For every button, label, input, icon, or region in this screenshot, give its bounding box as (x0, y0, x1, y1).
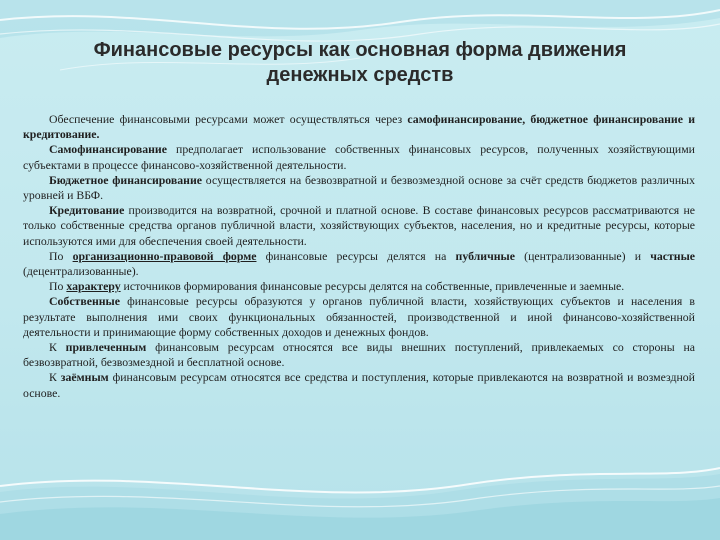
bold-term: привлеченным (65, 340, 147, 355)
underlined-term (73, 249, 257, 263)
paragraph (23, 370, 695, 400)
bold-term: Бюджетное финансирование (49, 172, 203, 187)
text-run: финансовым ресурсам относятся все средства и поступления, которые привлекаются на возвратной и возмездной основе. (23, 370, 695, 400)
text-run: осуществляется на безвозвратной и безвозмездной основе за счёт средств бюджетов различных уровней и ВБФ. (23, 172, 696, 203)
text-run: (централизованные) и (515, 248, 651, 263)
paragraph (23, 340, 695, 370)
text-run: финансовым ресурсам относятся все виды внешних поступлений, привлекаемых со стороны на безвозвратной, безвозмездной и бесплатной основе. (23, 340, 695, 370)
underlined-term (66, 279, 120, 293)
title-line-2: денежных средств (266, 64, 454, 86)
paragraph (23, 294, 695, 340)
text-run: К (49, 370, 61, 385)
paragraph (23, 279, 695, 294)
text-run: К (49, 340, 66, 355)
text-run: производится на возвратной, срочной и платной основе. В составе финансовых ресурсов рассматриваются не только собственные средства органов публичной власти, хозяйствующих субъектов, населения, но и кредитные ресурсы, которые используются ими для обеспечения своей деятельности. (23, 203, 695, 248)
text-run: финансовые ресурсы делятся на (256, 248, 456, 263)
text-run: (децентрализованные). (23, 264, 139, 279)
title-line-1: Финансовые ресурсы как основная форма движения (93, 39, 627, 61)
paragraph (23, 203, 695, 249)
paragraph (23, 249, 695, 279)
text-run: источников формирования финансовые ресурсы делятся на собственные, привлеченные и заемные. (120, 279, 625, 294)
bold-term: Собственные (49, 294, 120, 309)
paragraph (23, 173, 695, 203)
bold-term: Самофинансирование (49, 142, 167, 157)
text-run: финансовые ресурсы образуются у органов публичной власти, хозяйствующих субъектов и населения в результате выполнения ими своих функциональных обязанностей, производственной и иной финансово-хозяйственной деятельности и принимающие форму собственных доходов и денежных фондов. (23, 294, 695, 339)
bold-term: Кредитование (49, 203, 125, 218)
bold-term: публичные (455, 248, 515, 263)
page-title (40, 38, 680, 88)
bold-term: характеру (66, 279, 121, 294)
body-text (23, 112, 695, 401)
bottom-wave-decoration (0, 430, 720, 540)
paragraph (23, 142, 695, 172)
text-run: предполагает использование собственных финансовых ресурсов, полученных хозяйствующими субъектами в процессе финансово-хозяйственной деятельности. (23, 142, 695, 172)
text-run: По (49, 279, 67, 294)
bold-term: заёмным (60, 370, 109, 385)
bold-term: частные (650, 248, 696, 263)
bold-term: организационно-правовой форме (72, 248, 257, 263)
bold-term: самофинансирование, бюджетное финансирование и кредитование. (23, 112, 695, 142)
text-run: По (49, 248, 73, 263)
text-run: Обеспечение финансовыми ресурсами может осуществляться через (49, 112, 408, 126)
paragraph (23, 112, 695, 142)
